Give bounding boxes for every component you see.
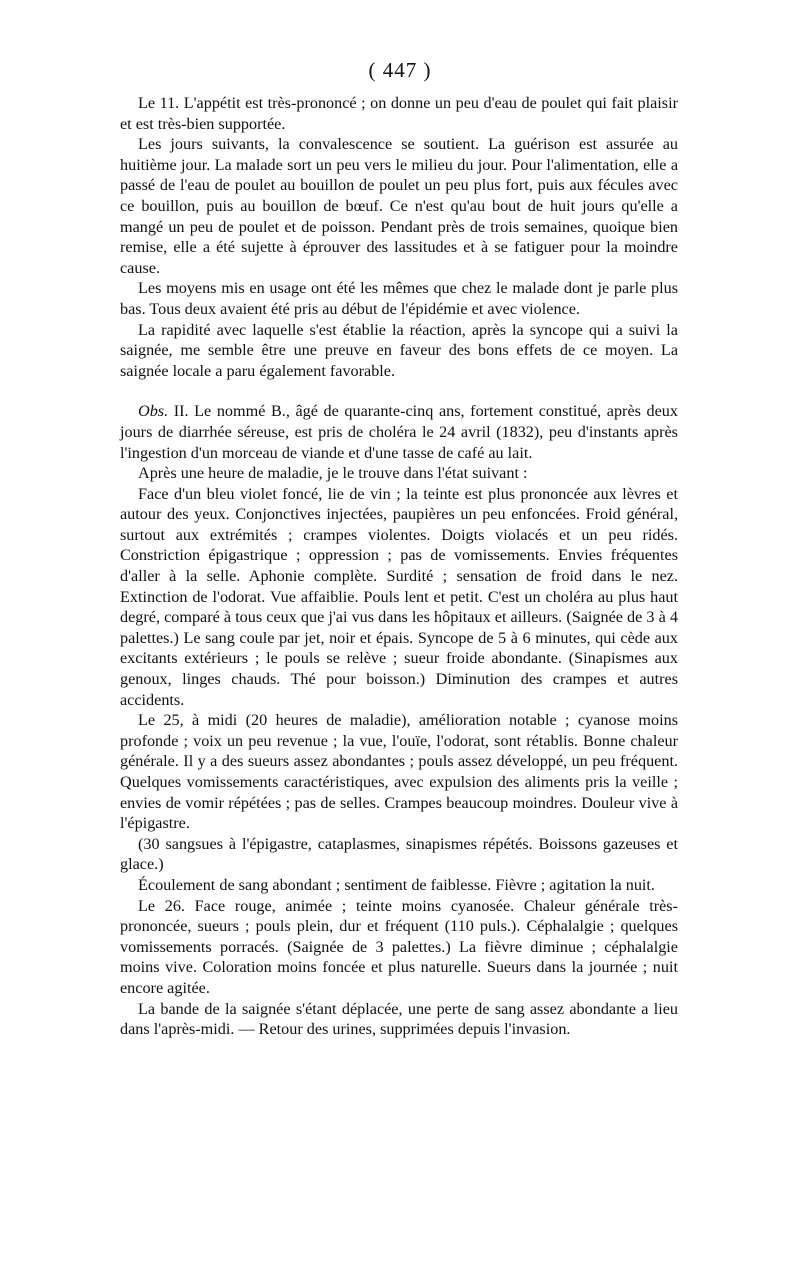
observation-paragraph [120, 401, 678, 463]
paragraph: Le 25, à midi (20 heures de maladie), amélioration notable ; cyanose moins profonde ; voix un peu revenue ; la vue, l'ouïe, l'odorat, sont rétablis. Bonne chaleur générale. Il y a des sueurs assez abondantes ; pouls assez développé, un peu fréquent. Quelques vomissements caractéristiques, avec expulsion des aliments pris la veille ; envies de vomir répétées ; pas de selles. Crampes beaucoup moindres. Douleur vive à l'épigastre. [120, 711, 678, 833]
paragraph: Après une heure de maladie, je le trouve dans l'état suivant : [138, 464, 528, 483]
body-text [120, 93, 678, 1040]
paragraph: Le 11. L'appétit est très-prononcé ; on donne un peu d'eau de poulet qui fait plaisir et est très-bien supportée. [120, 94, 678, 133]
page-number: ( 447 ) [368, 58, 432, 82]
paragraph: Face d'un bleu violet foncé, lie de vin ; la teinte est plus prononcée aux lèvres et autour des yeux. Conjonctives injectées, paupières un peu enfoncées. Froid général, surtout aux extrémités ; crampes violentes. Doigts violacés et un peu ridés. Constriction épigastrique ; oppression ; pas de vomissements. Envies fréquentes d'aller à la selle. Aphonie complète. Surdité ; sensation de froid dans le nez. Extinction de l'odorat. Vue affaiblie. Pouls lent et petit. C'est un choléra au plus haut degré, comparé à tous ceux que j'ai vus dans les hôpitaux et ailleurs. (Saignée de 3 à 4 palettes.) Le sang coule par jet, noir et épais. Syncope de 5 à 6 minutes, qui cède aux excitants extérieurs ; le pouls se relève ; sueur froide abondante. (Sinapismes aux genoux, linges chauds. Thé pour boisson.) Diminution des crampes et autres accidents. [120, 484, 678, 709]
paragraph: Les jours suivants, la convalescence se soutient. La guérison est assurée au huitième jour. La malade sort un peu vers le milieu du jour. Pour l'alimentation, elle a passé de l'eau de poulet au bouillon de poulet un peu plus fort, puis aux fécules avec ce bouillon, puis au bouillon de bœuf. Ce n'est qu'au bout de huit jours qu'elle a mangé un peu de poulet et de poisson. Pendant près de trois semaines, quoique bien remise, elle a été sujette à éprouver des lassitudes et à se fatiguer pour la moindre cause. [120, 135, 678, 277]
section-gap [120, 381, 678, 401]
observation-text: II. Le nommé B., âgé de quarante-cinq ans, fortement constitué, après deux jours de diarrhée séreuse, est pris de choléra le 24 avril (1832), peu d'instants après l'ingestion d'un morceau de viande et d'une tasse de café au lait. [120, 402, 678, 462]
observation-label: Obs. [138, 402, 169, 421]
paragraph: La rapidité avec laquelle s'est établie la réaction, après la syncope qui a suivi la saignée, me semble être une preuve en faveur des bons effets de ce moyen. La saignée locale a paru également favorable. [120, 320, 678, 380]
paragraph: La bande de la saignée s'étant déplacée, une perte de sang assez abondante a lieu dans l'après-midi. — Retour des urines, supprimées depuis l'invasion. [120, 999, 678, 1039]
paragraph: Le 26. Face rouge, animée ; teinte moins cyanosée. Chaleur générale très-prononcée, sueurs ; pouls plein, dur et fréquent (110 puls.). Céphalalgie ; quelques vomissements porracés. (Saignée de 3 palettes.) La fièvre diminue ; céphalalgie moins vive. Coloration moins foncée et plus naturelle. Sueurs dans la journée ; nuit encore agitée. [120, 896, 678, 997]
paragraph: (30 sangsues à l'épigastre, cataplasmes, sinapismes répétés. Boissons gazeuses et glace.) [120, 834, 678, 874]
paragraph: Les moyens mis en usage ont été les mêmes que chez le malade dont je parle plus bas. Tous deux avaient été pris au début de l'épidémie et avec violence. [120, 279, 678, 318]
paragraph: Écoulement de sang abondant ; sentiment de faiblesse. Fièvre ; agitation la nuit. [138, 875, 655, 894]
